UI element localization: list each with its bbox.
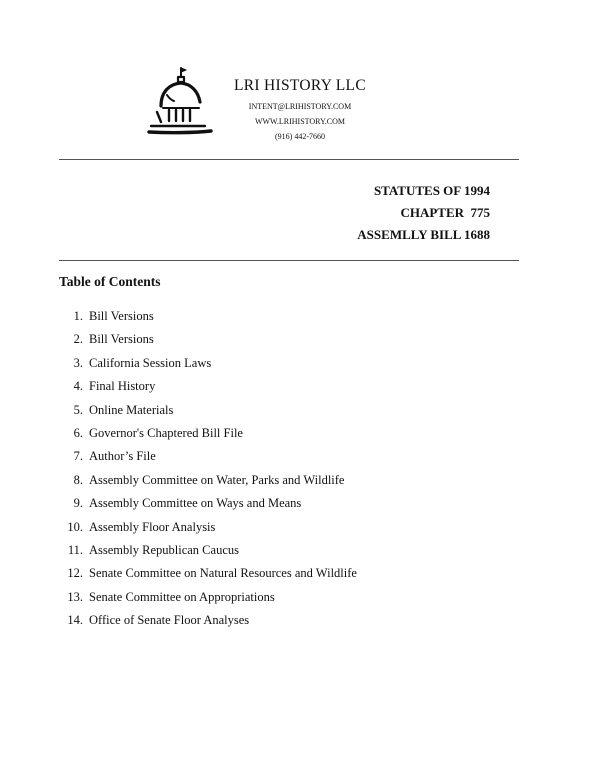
toc-item-number: 6. <box>73 425 83 440</box>
toc-item[interactable] <box>59 352 357 375</box>
toc-item[interactable] <box>59 562 357 585</box>
toc-item[interactable] <box>59 492 357 515</box>
statute-bill: ASSEMLLY BILL 1688 <box>357 227 490 242</box>
toc-item[interactable] <box>59 445 357 468</box>
toc-item-label: California Session Laws <box>89 355 212 370</box>
toc-item-label: Office of Senate Floor Analyses <box>89 613 250 628</box>
toc-item-number: 14. <box>67 613 83 628</box>
toc-list <box>59 305 357 632</box>
company-name: LRI HISTORY LLC <box>234 77 366 94</box>
toc-item-number: 9. <box>73 496 83 511</box>
toc-item[interactable] <box>59 609 357 632</box>
toc-title: Table of Contents <box>59 274 161 289</box>
statute-year: STATUTES OF 1994 <box>373 183 490 198</box>
toc-item-number: 3. <box>73 355 83 370</box>
toc-item[interactable] <box>59 422 357 445</box>
company-website: WWW.LRIHISTORY.COM <box>254 117 346 126</box>
bottom-divider <box>59 260 519 261</box>
toc-item-label: Author’s File <box>89 449 156 464</box>
toc-item-number: 10. <box>67 519 83 534</box>
statute-chapter: CHAPTER 775 <box>400 205 490 220</box>
capitol-dome-logo-icon <box>143 64 215 138</box>
toc-item[interactable] <box>59 399 357 422</box>
toc-item-number: 1. <box>73 309 83 323</box>
statute-info <box>357 180 490 246</box>
toc-item[interactable] <box>59 586 357 609</box>
toc-item-label: Final History <box>89 379 156 394</box>
company-email: INTENT@LRIHISTORY.COM <box>248 102 352 111</box>
toc-item-label: Assembly Committee on Ways and Means <box>89 496 302 511</box>
toc-item[interactable] <box>59 328 357 351</box>
toc-item-label: Senate Committee on Appropriations <box>89 589 275 604</box>
toc-item[interactable] <box>59 516 357 539</box>
toc-item-number: 7. <box>73 449 83 464</box>
toc-item-number: 2. <box>73 332 83 347</box>
toc-item-label: Assembly Floor Analysis <box>89 519 216 534</box>
toc-item-label: Bill Versions <box>89 332 154 347</box>
toc-item-label: Assembly Committee on Water, Parks and Wildlife <box>89 472 345 487</box>
toc-item-label: Assembly Republican Caucus <box>89 542 239 557</box>
toc-item-number: 12. <box>67 566 83 581</box>
toc-item[interactable] <box>59 375 357 398</box>
toc-item-label: Governor's Chaptered Bill File <box>89 425 243 440</box>
company-phone: (916) 442-7660 <box>275 132 325 141</box>
toc-item-number: 5. <box>73 402 83 417</box>
toc-item[interactable] <box>59 305 357 328</box>
top-divider <box>59 159 519 160</box>
toc-item-label: Senate Committee on Natural Resources and Wildlife <box>89 566 357 581</box>
toc-item-number: 11. <box>67 542 83 557</box>
toc-item-number: 13. <box>67 589 83 604</box>
toc-item-label: Online Materials <box>89 402 174 417</box>
toc-item-number: 8. <box>73 472 83 487</box>
toc-item[interactable] <box>59 469 357 492</box>
company-header <box>228 77 372 144</box>
toc-item-number: 4. <box>73 379 83 394</box>
toc-item-label: Bill Versions <box>89 309 154 323</box>
toc-item[interactable] <box>59 539 357 562</box>
